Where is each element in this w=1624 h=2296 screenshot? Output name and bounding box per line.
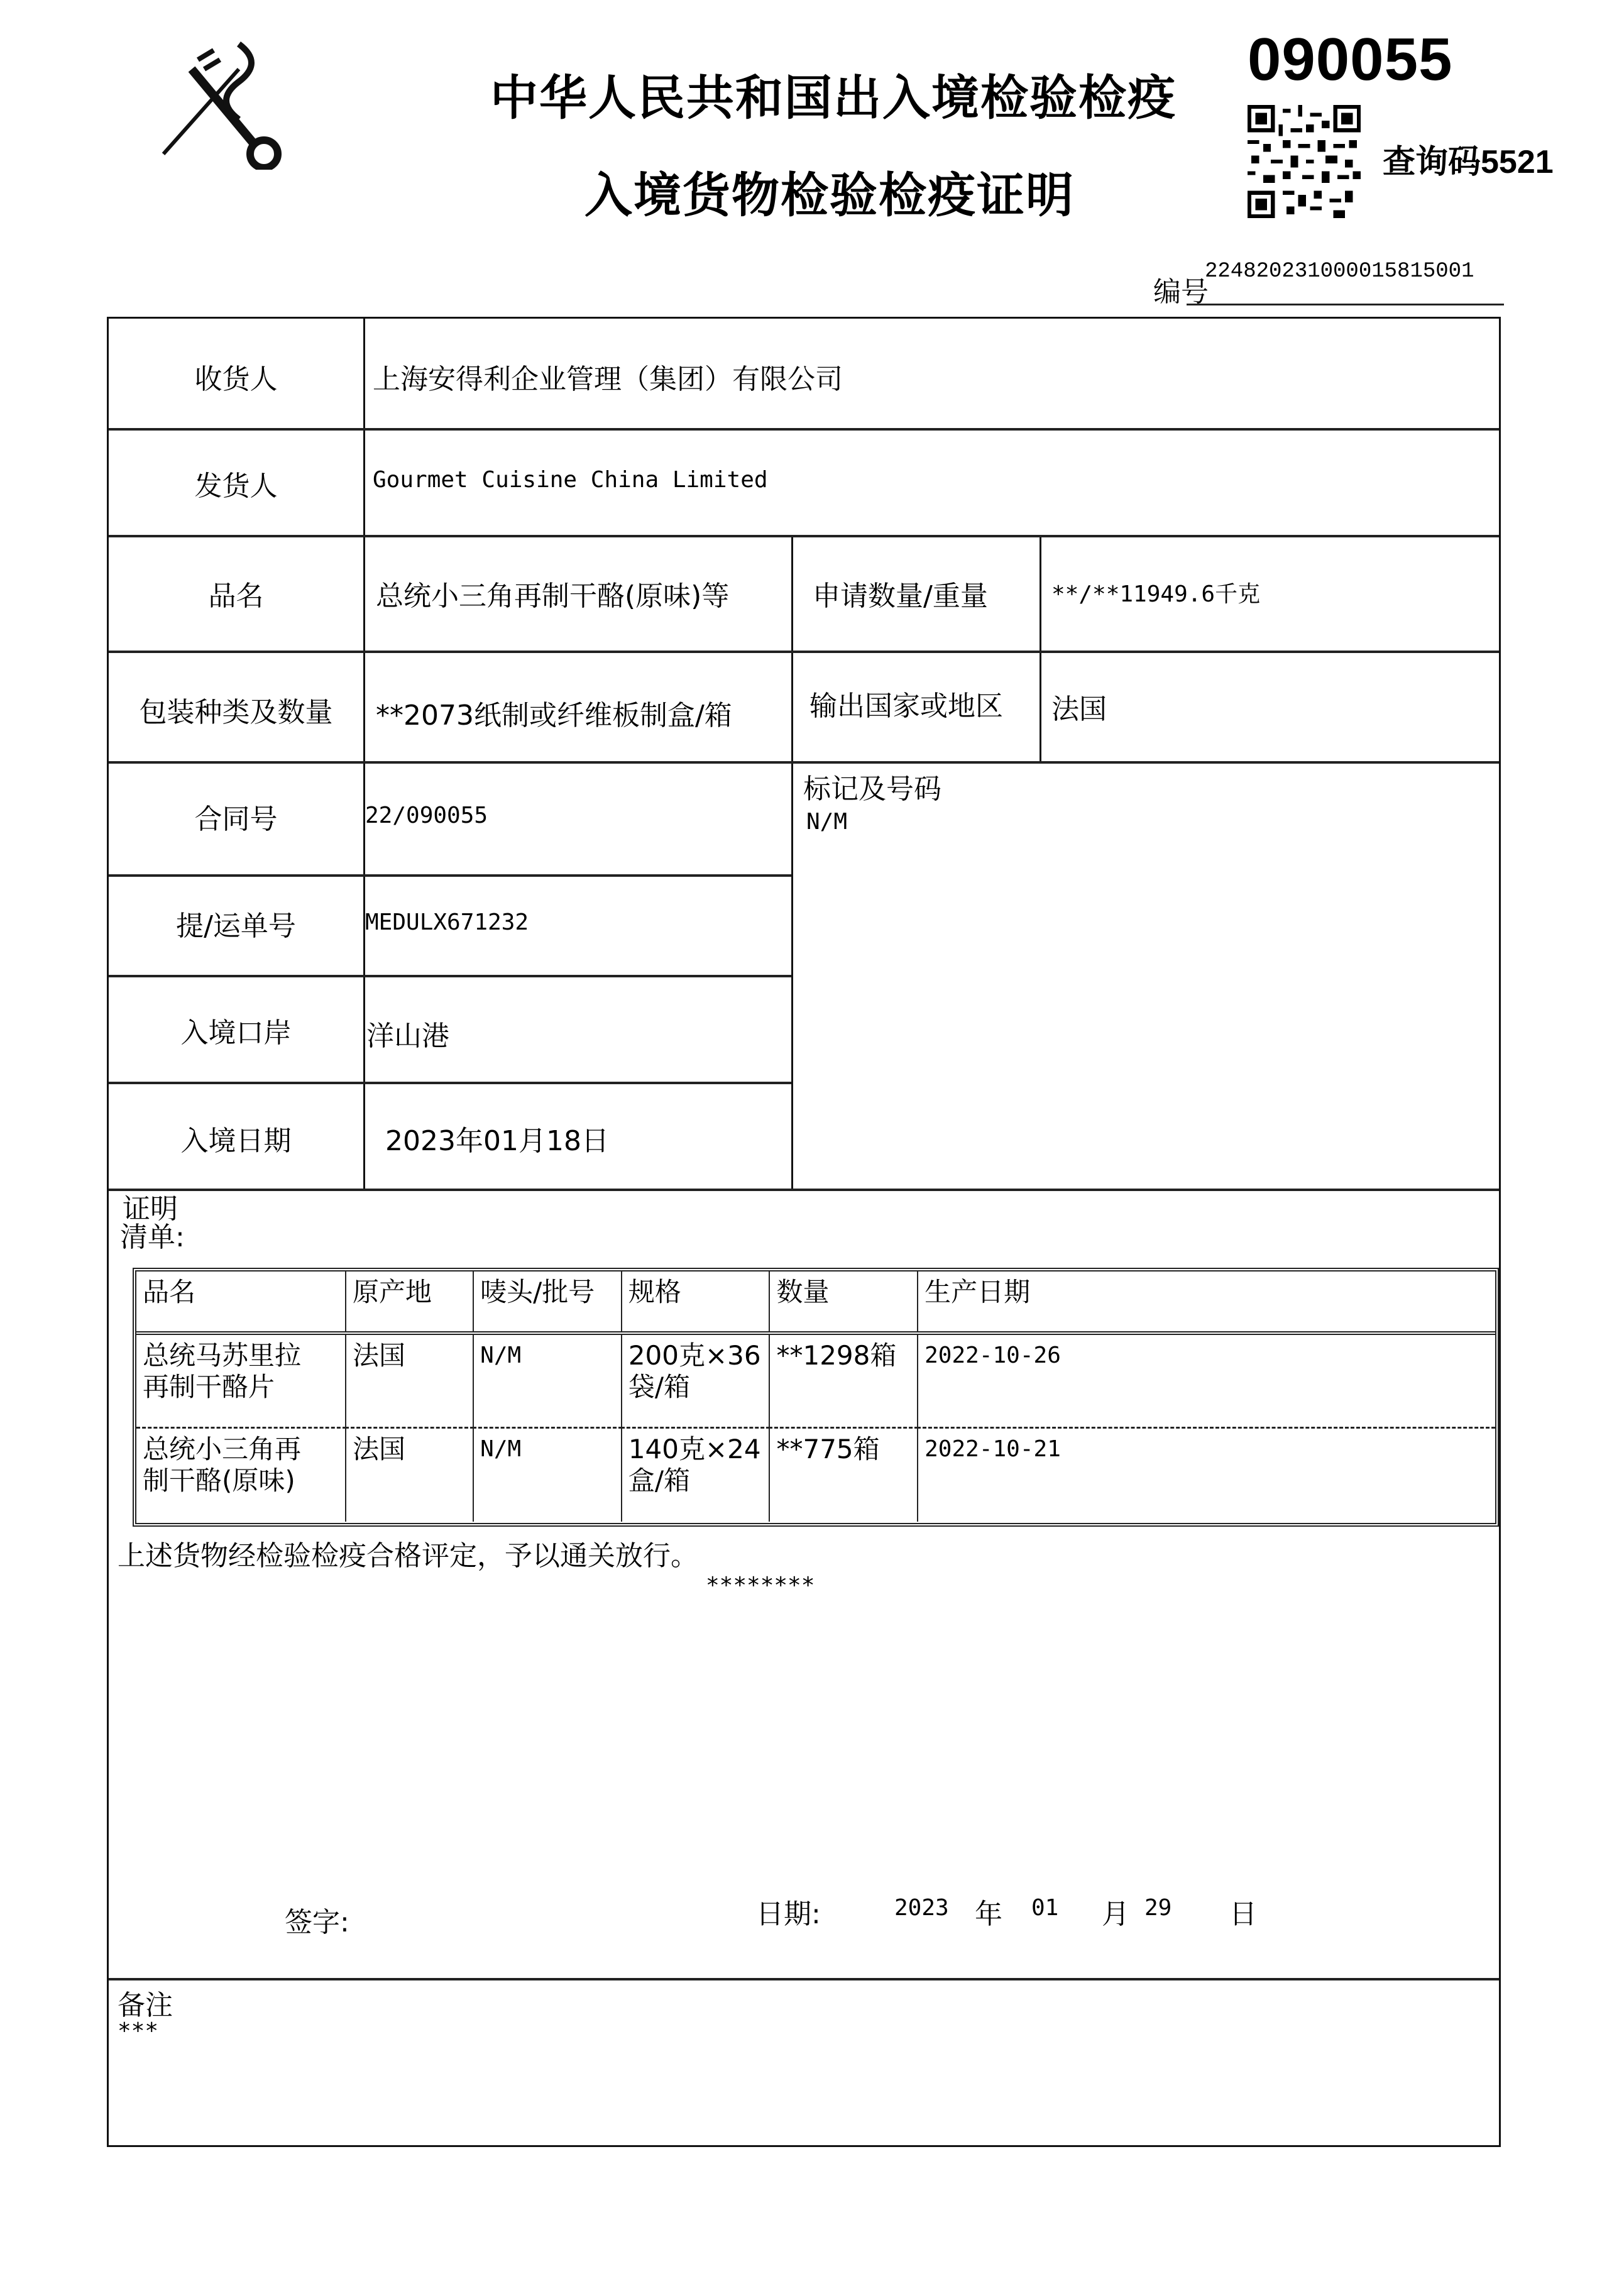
marks-label: 标记及号码 — [803, 773, 941, 805]
quantity-label: 申请数量/重量 — [813, 580, 988, 612]
issue-date-year-unit: 年 — [975, 1898, 1002, 1930]
grid-line — [791, 536, 793, 1190]
remarks-value: *** — [118, 2018, 159, 2044]
product-name-value: 总统小三角再制干酪(原味)等 — [376, 580, 730, 612]
column-header-origin: 原产地 — [346, 1272, 473, 1333]
bill-of-lading-value: MEDULX671232 — [365, 909, 529, 935]
contract-value: 22/090055 — [365, 803, 488, 828]
entry-port-label: 入境口岸 — [180, 1017, 292, 1049]
issue-date-day-unit: 日 — [1229, 1898, 1257, 1930]
goods-spec-cell — [622, 1427, 770, 1522]
grid-line — [109, 535, 1499, 537]
query-code: 查询码5521 — [1383, 144, 1554, 180]
document-title-line2: 入境货物检验检疫证明 — [584, 167, 1075, 223]
grid-line — [109, 651, 1499, 653]
origin-country-label: 输出国家或地区 — [809, 690, 1003, 722]
consignee-label: 收货人 — [194, 363, 278, 395]
bill-of-lading-label: 提/运单号 — [176, 910, 296, 942]
goods-quantity-cell: **775箱 — [769, 1427, 918, 1522]
issue-date-month: 01 — [1031, 1895, 1059, 1921]
goods-list-header-row — [136, 1272, 1495, 1333]
table-row — [136, 1333, 1495, 1427]
document-title-line1: 中华人民共和国出入境检验检疫 — [490, 70, 1177, 126]
certificate-heading: 证明 — [123, 1193, 178, 1225]
grid-line — [363, 319, 365, 1190]
origin-country-value: 法国 — [1051, 693, 1107, 725]
entry-date-label: 入境日期 — [180, 1125, 292, 1157]
entry-date-value: 2023年01月18日 — [385, 1125, 609, 1157]
grid-line — [109, 761, 1499, 764]
goods-spec-line1: 140克×24 — [628, 1433, 761, 1464]
column-header-spec: 规格 — [622, 1272, 770, 1333]
grid-line — [109, 874, 791, 877]
entry-port-value: 洋山港 — [366, 1020, 449, 1052]
grid-line — [109, 1082, 791, 1084]
goods-name-line2: 制干酪(原味) — [143, 1464, 295, 1496]
grid-line — [109, 1189, 1499, 1191]
serial-number-label: 编号 — [1153, 276, 1209, 308]
goods-production-date-cell: 2022-10-26 — [918, 1333, 1495, 1427]
packing-label: 包装种类及数量 — [139, 696, 333, 728]
goods-name-line2: 再制干酪片 — [143, 1371, 275, 1402]
packing-value: **2073纸制或纤维板制盒/箱 — [376, 700, 732, 732]
marks-value: N/M — [806, 809, 848, 835]
goods-origin-cell: 法国 — [346, 1427, 473, 1522]
column-header-production-date: 生产日期 — [918, 1272, 1495, 1333]
issue-date-year: 2023 — [894, 1895, 949, 1921]
signature-label: 签字: — [285, 1906, 349, 1938]
statement-stars: ******** — [706, 1573, 815, 1598]
goods-list-heading: 清单: — [120, 1221, 185, 1253]
consignor-value: Gourmet Cuisine China Limited — [373, 467, 768, 493]
goods-production-date-cell: 2022-10-21 — [918, 1427, 1495, 1522]
issue-date-day: 29 — [1144, 1895, 1172, 1921]
goods-marks-cell: N/M — [473, 1427, 622, 1522]
goods-spec-cell — [622, 1333, 770, 1427]
grid-line — [109, 975, 791, 977]
quantity-value: **/**11949.6千克 — [1051, 581, 1261, 607]
product-name-label: 品名 — [208, 580, 264, 612]
column-header-marks: 唛头/批号 — [473, 1272, 622, 1333]
qr-code-icon — [1248, 105, 1361, 218]
goods-quantity-cell: **1298箱 — [769, 1333, 918, 1427]
column-header-quantity: 数量 — [769, 1272, 918, 1333]
contract-label: 合同号 — [194, 803, 278, 835]
goods-spec-line2: 盒/箱 — [628, 1464, 690, 1496]
remarks-label: 备注 — [118, 1989, 173, 2021]
goods-name-cell — [136, 1427, 346, 1522]
table-row — [136, 1427, 1495, 1522]
goods-name-cell — [136, 1333, 346, 1427]
serial-number-value: 224820231000015815001 — [1205, 260, 1474, 283]
grid-line — [1040, 536, 1041, 762]
grid-line — [109, 1978, 1499, 1980]
column-header-name: 品名 — [143, 1277, 196, 1307]
serial-underline — [1187, 304, 1504, 305]
issue-date-label: 日期: — [756, 1898, 821, 1930]
document-number-large: 090055 — [1248, 26, 1453, 93]
goods-name-line1: 总统小三角再 — [143, 1433, 302, 1464]
goods-spec-line2: 袋/箱 — [628, 1371, 690, 1402]
ciq-emblem-icon — [145, 31, 302, 170]
consignee-value: 上海安得利企业管理（集团）有限公司 — [373, 363, 843, 395]
consignor-label: 发货人 — [194, 470, 278, 502]
goods-spec-line1: 200克×36 — [628, 1340, 761, 1371]
goods-list-table — [133, 1268, 1499, 1527]
goods-origin-cell: 法国 — [346, 1333, 473, 1427]
issue-date-month-unit: 月 — [1102, 1898, 1129, 1930]
goods-marks-cell: N/M — [473, 1333, 622, 1427]
grid-line — [109, 428, 1499, 431]
certificate-form — [107, 317, 1501, 2147]
inspection-statement: 上述货物经检验检疫合格评定，予以通关放行。 — [118, 1540, 698, 1572]
goods-name-line1: 总统马苏里拉 — [143, 1340, 302, 1371]
